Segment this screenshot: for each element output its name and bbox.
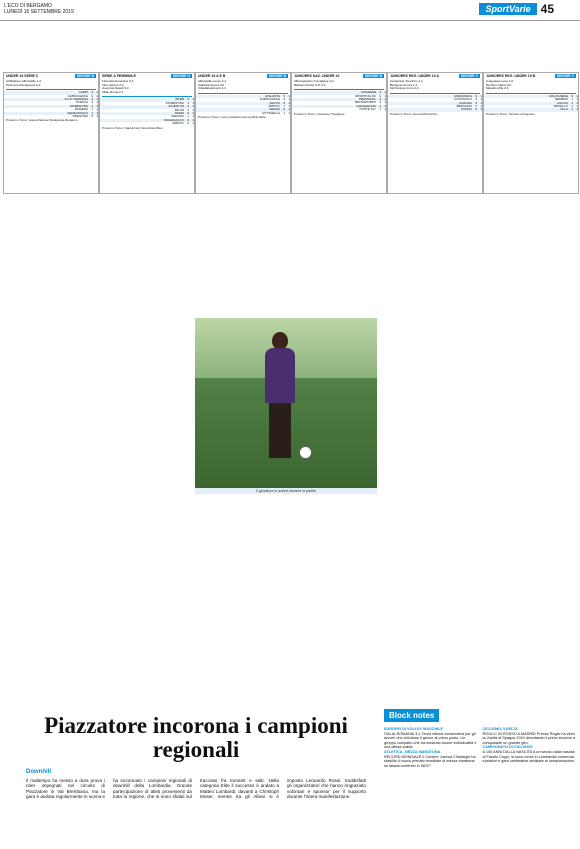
table-cell: JUVENTUS [168, 104, 184, 109]
table-cell: 1 [571, 104, 573, 108]
table-cell: 1 [192, 121, 194, 126]
table-cell: 1 [96, 93, 98, 98]
table-cell: 1 [288, 97, 290, 102]
table-cell: 1 [192, 114, 194, 119]
table-cell: ALBINOLEFFE [67, 93, 88, 98]
table-cell: 1 [576, 97, 578, 102]
table-cell: 1 [96, 90, 98, 95]
table-cell: 1 [384, 107, 386, 112]
table-cell: 0 [187, 117, 189, 122]
standings-box [3, 72, 99, 194]
table-cell: INTER [175, 97, 184, 102]
table-cell: 1 [480, 107, 482, 112]
table-cell: TRESTAFOL [358, 97, 376, 101]
table-cell: PONTIROLO [454, 97, 472, 102]
table-cell: 1 [480, 97, 482, 102]
table-cell: 3 [475, 100, 477, 105]
table-cell: 1 [96, 103, 98, 108]
article-tag: Downhill [26, 769, 51, 775]
article-text: Il maltempo ha messo a dura prova i rider impegnati nel circuito di Piazzatore in Val Brembana, ma la gara è andata regolarmente in scena e ha incoronato i campioni regionali di downhill della Lombardia. Grande partecipazione di atleti provenienti da tutta la regione, che si sono sfidati sul tracciato fra tornanti e salti. Nella categoria Elite il successo è andato a Matteo Lombardi, davanti a Christoph Moser, mentre tra gli Allievi si è imposto Leonardo Rossi. Soddisfatti gli organizzatori che hanno ringraziato volontari e sponsor per il supporto durante l'intera manifestazione. [26, 778, 366, 800]
result-line: Mapello-Villa 2-2 [486, 86, 509, 91]
results-list [292, 79, 386, 88]
note-item [384, 727, 478, 750]
table-cell: 3 [571, 93, 573, 98]
table-cell: 0 [475, 104, 477, 108]
note-title: ATLETICA, MEZZA MARATONA [384, 749, 441, 754]
table-cell: 1 [571, 107, 573, 112]
table-cell: GENOA [269, 107, 280, 112]
result-line: Accad.Gal.-Pontirolo 1-2 [390, 79, 423, 83]
results-list [100, 79, 194, 95]
table-cell: 1 [576, 104, 578, 108]
section-label-group [479, 2, 554, 16]
standings-box [99, 72, 195, 194]
standings-table [388, 95, 482, 112]
result-line: Florentia-Fiorentina 2-4 [102, 79, 134, 83]
table-cell: 1 [480, 93, 482, 98]
masthead [4, 3, 74, 15]
table-cell: 1 [576, 100, 578, 105]
article-body [26, 769, 366, 839]
table-cell: 1 [91, 103, 93, 108]
table-cell: FIORENTINA [69, 103, 88, 108]
table-cell: LECCO [269, 100, 280, 105]
group-badge: GIRONE C [460, 74, 478, 78]
next-round-note: Prossimo Turno: Napoli-Inter Fiorentina-Milan. [102, 125, 164, 130]
table-cell: 1 [384, 100, 386, 105]
table-cell: 0 [187, 111, 189, 115]
box-title: UNDER 15 A E B [198, 74, 226, 78]
table-cell: 0 [283, 100, 285, 105]
table-cell: 3 [379, 97, 381, 101]
table-cell: PONTE S.P. [359, 107, 376, 112]
result-line: Juventus-Napoli 3-0 [102, 86, 129, 91]
table-cell: 1 [384, 93, 386, 98]
table-cell: 1 [288, 110, 290, 115]
result-line: Nembro-Calcio 0-0 [486, 82, 512, 87]
table-cell: 3 [283, 97, 285, 102]
section-label: SportVarie [479, 3, 536, 15]
table-cell: CISANESE [360, 90, 376, 95]
standings-table [100, 98, 194, 125]
table-cell: 1 [384, 97, 386, 101]
result-line: Mozzanica-Curno 2-0 [390, 86, 419, 91]
table-cell: 1 [96, 110, 98, 115]
block-notes-title: Block notes [384, 709, 439, 722]
player-legs [269, 403, 291, 458]
note-text: ITALIA-ROMANIA 3-1 Terza vittoria consecutiva per gli azzurri che chiudono il girone al primo posto. Un gruppo compatto che ha mostrato buone individualità e una difesa solida. [384, 731, 477, 750]
note-title: CICLISMO, VUELTA [482, 727, 518, 731]
table-cell: CURNO [461, 107, 472, 112]
table-cell: 1 [96, 107, 98, 112]
table-cell: AURORA [459, 100, 472, 105]
block-notes [384, 705, 576, 843]
results-list [4, 79, 98, 88]
results-list [484, 79, 578, 92]
table-cell: 1 [571, 97, 573, 102]
soccer-ball-icon [299, 446, 312, 459]
next-round-note: Prossimo Turno: Giana-Padova Pavolpesca-Bergamo. [6, 118, 79, 123]
group-badge: GIRONE C [556, 74, 574, 78]
note-text: ROGLIC IN ROSSO A MADRID Primoz Roglic ha vinto la Vuelta di Spagna 2019 diventando il primo sloveno a conquistare un grande giro. [482, 731, 576, 745]
table-cell: BERGAMO [456, 104, 472, 108]
box-title: SERIE A FEMMINILE [102, 74, 136, 78]
table-cell: 1 [91, 110, 93, 115]
table-cell: 0 [283, 107, 285, 112]
box-title: JUNIORES REG. UNDER 19 A [390, 74, 440, 78]
table-cell: 1 [288, 100, 290, 105]
page-number: 45 [540, 2, 554, 16]
table-cell: 1 [192, 111, 194, 115]
table-cell: MOZZANICA [454, 93, 472, 98]
table-cell: ATALANTA [265, 93, 280, 98]
table-cell: S.C.P. FERRARA [64, 97, 88, 101]
table-cell: 1 [379, 103, 381, 108]
table-cell: 1 [576, 107, 578, 112]
note-item [384, 750, 478, 768]
result-line: Albinogandino-Trevigliese 3-4 [294, 79, 334, 83]
table-cell: 1 [96, 100, 98, 105]
result-line: Colognese-Leon 1-0 [486, 79, 514, 83]
block-notes-columns [384, 727, 576, 849]
table-cell: 0 [91, 114, 93, 119]
standings-box [387, 72, 483, 194]
table-cell: 1 [192, 100, 194, 105]
table-cell: VILLA [559, 107, 568, 112]
standings-table [484, 95, 578, 112]
table-cell: 3 [475, 97, 477, 102]
table-cell: EMPOLI [172, 121, 184, 126]
standings-table [4, 91, 98, 118]
note-text: RECORD MONDIALE Il Ceniere Joshua Cheptegei ha stabilito il nuovo primato mondiale di mezza maratona su strada correndo in 58'07". [384, 754, 476, 768]
table-cell: 3 [187, 97, 189, 102]
table-cell: 1 [571, 100, 573, 105]
table-cell: 1 [576, 93, 578, 98]
table-cell: COLOGNESE [548, 93, 568, 98]
table-cell: CARAVAGGIO [356, 103, 376, 108]
table-cell: 1 [96, 114, 98, 119]
box-title: UNDER 15 SERIE C [6, 74, 39, 78]
next-round-note: Prossimo Turno: Aurora-Mozzanica. [390, 111, 438, 116]
table-cell: 3 [91, 90, 93, 95]
next-round-note: Prossimo Turno: Nembro-Colognese. [486, 111, 536, 116]
table-cell: VERONA [171, 114, 184, 119]
table-cell: 3 [91, 97, 93, 101]
result-line: Pedrocca-Pavolpesca 2-0 [6, 82, 41, 87]
table-cell: 0 [187, 121, 189, 126]
table-cell: 1 [283, 110, 285, 115]
table-cell: PADOVA [75, 100, 88, 105]
table-cell: 1 [192, 104, 194, 109]
box-title: JUNIORES REG. UNDER 19 B [486, 74, 536, 78]
group-badge: GIRONE B [76, 74, 94, 78]
result-line: Atl.Bigliese-Albinoleffe 1-3 [6, 79, 41, 83]
table-cell: FERALPISALO [67, 110, 88, 115]
table-cell: 1 [187, 114, 189, 119]
issue-date: LUNEDÌ 16 SETTEMBRE 2019 [4, 9, 74, 15]
photo-caption: Il giocatore in azione durante la partita [195, 488, 377, 494]
table-cell: 1 [288, 107, 290, 112]
table-cell: 1 [288, 104, 290, 108]
next-round-note: Prossimo Turno: Cisanese-Trevigliese. [294, 111, 346, 116]
group-badge: GIRONE B [364, 74, 382, 78]
table-cell: 3 [91, 100, 93, 105]
article-headline: Piazzatore incorona i campioni regionali [44, 713, 348, 762]
box-title: JUNIORES NAZ. UNDER 19 [294, 74, 340, 78]
standings-box [195, 72, 291, 194]
table-cell: TAVAGNACCO [163, 117, 184, 122]
table-cell: 1 [192, 107, 194, 112]
standings-box [483, 72, 579, 194]
table-cell: 1 [192, 117, 194, 122]
result-line: Milan-Roma 2-1 [102, 89, 124, 94]
results-list [388, 79, 482, 92]
table-cell: EMPOLI [268, 104, 280, 108]
group-badge: GIRONE D [172, 74, 190, 78]
table-cell: 1 [288, 93, 290, 98]
table-cell: CALCIO [556, 100, 568, 105]
result-line: Bergamo-Aurora 1-2 [390, 82, 418, 87]
table-cell: 1 [480, 104, 482, 108]
results-list [196, 79, 290, 92]
table-cell: 1 [384, 103, 386, 108]
table-cell: FIORENTINA [165, 100, 184, 105]
newspaper-name: L'ECO DI BERGAMO [4, 3, 52, 9]
table-cell: 1 [283, 104, 285, 108]
standings-table [292, 91, 386, 111]
table-cell: TRIESTINA [72, 114, 88, 119]
page-header [0, 0, 580, 21]
result-line: Bellusco-Ponte S.P. 2-2 [294, 82, 326, 87]
table-cell: SPORTING DC [355, 93, 376, 98]
note-title: CAMPIONATO DI CICLISMO [482, 745, 533, 750]
table-cell: MODENA [74, 107, 88, 112]
table-cell: ROMA [175, 111, 184, 115]
result-line: Atalanta-Genoa 3-0 [198, 82, 225, 87]
table-cell: 3 [187, 104, 189, 109]
table-cell: 3 [379, 90, 381, 95]
table-cell: MAPELLO [553, 104, 568, 108]
note-title: EUROPEI DI VOLLEY MASCHILE [384, 727, 443, 731]
table-cell: 3 [475, 93, 477, 98]
next-round-note: Prossimo Turno: Lecco-Atalanta Genoa-Albinoleffe. [198, 115, 267, 120]
soccer-player-photo [195, 318, 377, 488]
result-line: Inter-Verona 2-2 [102, 82, 124, 87]
table-cell: MILAN [174, 107, 184, 112]
table-cell: BRUSAPORTO [355, 100, 376, 105]
table-cell: 3 [379, 100, 381, 105]
result-line: Cittadella-Empoli 1-1 [198, 86, 226, 91]
table-cell: ALBINOLEFFE [259, 97, 280, 102]
table-cell: 1 [96, 97, 98, 101]
table-cell: 0 [475, 107, 477, 112]
group-badge: GIRONE B [268, 74, 286, 78]
table-cell: CITTADELLA [262, 110, 280, 115]
table-cell: 3 [283, 93, 285, 98]
table-cell: 1 [379, 107, 381, 112]
table-cell: CARPI [78, 90, 88, 95]
table-cell: 3 [379, 93, 381, 98]
standings-table [196, 95, 290, 115]
table-cell: 1 [384, 90, 386, 95]
table-cell: 1 [480, 100, 482, 105]
table-cell: 3 [91, 93, 93, 98]
note-item [483, 745, 577, 763]
player-jersey [265, 348, 295, 403]
note-text: A 100 ANNI DALLA NASCITA A un secolo dalla nascita di Fausto Coppi, si sono corse in Lombardia numerose iniziative e gare celebrative dedicate al campionissimo. [482, 749, 575, 764]
table-cell: 1 [192, 97, 194, 102]
standings-box [291, 72, 387, 194]
table-cell: NEMBRO [554, 97, 568, 102]
note-item [483, 727, 577, 745]
table-cell: 3 [187, 107, 189, 112]
result-line: Albinoleffe-Lecco 2-1 [198, 79, 227, 83]
table-cell: 3 [187, 100, 189, 105]
table-cell: 1 [91, 107, 93, 112]
